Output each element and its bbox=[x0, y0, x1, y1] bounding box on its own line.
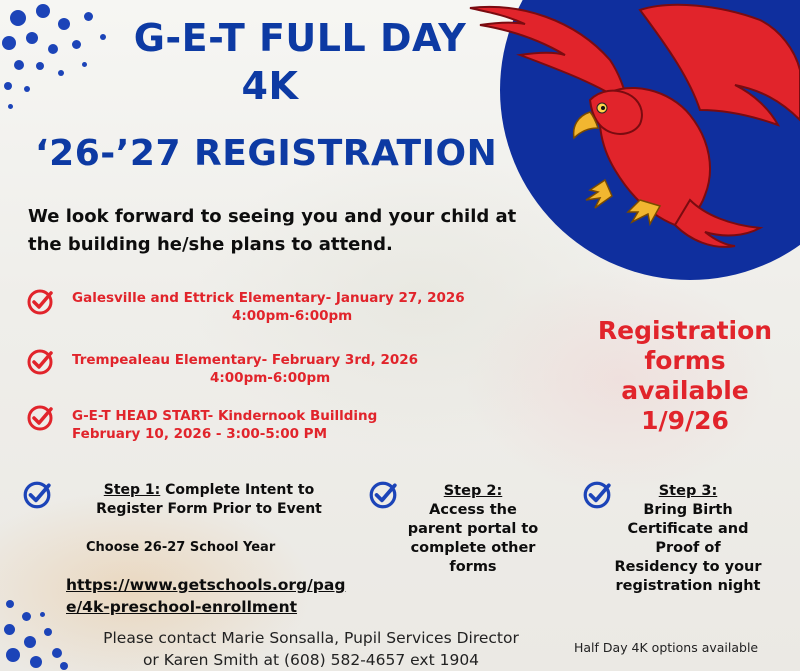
enrollment-link[interactable] bbox=[66, 574, 366, 618]
title-line-3: ‘26-’27 REGISTRATION bbox=[35, 133, 498, 174]
forms-notice-line-4: 1/9/26 bbox=[641, 406, 729, 435]
check-circle-icon bbox=[26, 288, 54, 316]
step-3-line-3: Proof of bbox=[655, 540, 721, 556]
check-circle-icon bbox=[22, 480, 52, 510]
check-circle-icon bbox=[26, 404, 54, 432]
contact-line-1: Please contact Marie Sonsalla, Pupil Services Director bbox=[103, 629, 519, 647]
event-1-line-1: Galesville and Ettrick Elementary- January 27, 2026 bbox=[72, 290, 465, 306]
forms-notice-line-3: available bbox=[621, 376, 749, 405]
step-3-heading: Step 3: bbox=[658, 483, 718, 499]
step-2-line-3: complete other bbox=[410, 540, 536, 556]
step-1-text-2: Register Form Prior to Event bbox=[96, 501, 322, 517]
step-3-line-1: Bring Birth bbox=[643, 502, 733, 518]
step-3-line-4: Residency to your bbox=[614, 559, 762, 575]
forms-notice-line-1: Registration bbox=[597, 316, 773, 345]
title-line-2: 4K bbox=[241, 64, 299, 108]
step-2 bbox=[398, 482, 548, 577]
event-2-line-2: 4:00pm-6:00pm bbox=[210, 370, 331, 386]
step-1-heading: Step 1: bbox=[103, 482, 161, 498]
half-day-note: Half Day 4K options available bbox=[574, 640, 759, 655]
intro-line-2: the building he/she plans to attend. bbox=[28, 234, 393, 255]
step-1 bbox=[64, 481, 354, 519]
intro-line-1: We look forward to seeing you and your child at bbox=[28, 206, 517, 227]
step-3 bbox=[588, 482, 788, 596]
step-2-heading: Step 2: bbox=[443, 483, 503, 499]
event-1-line-2: 4:00pm-6:00pm bbox=[232, 308, 353, 324]
step-1-text-1: Complete Intent to bbox=[160, 482, 315, 498]
step-2-line-2: parent portal to bbox=[407, 521, 539, 537]
intro-text bbox=[28, 203, 568, 259]
contact-info bbox=[66, 627, 556, 671]
title-line-1: G-E-T FULL DAY bbox=[133, 16, 467, 60]
step-3-line-2: Certificate and bbox=[627, 521, 749, 537]
check-circle-icon bbox=[26, 348, 54, 376]
enrollment-link-line-1[interactable]: https://www.getschools.org/pag bbox=[66, 576, 346, 594]
event-galesville bbox=[72, 289, 562, 325]
event-3-line-1: G-E-T HEAD START- Kindernook Buillding bbox=[72, 408, 378, 424]
forms-notice-line-2: forms bbox=[644, 346, 726, 375]
enrollment-link-line-2[interactable]: e/4k-preschool-enrollment bbox=[66, 598, 298, 616]
check-circle-icon bbox=[368, 480, 398, 510]
step-2-line-1: Access the bbox=[429, 502, 517, 518]
step-3-line-5: registration night bbox=[615, 578, 761, 594]
contact-line-2: or Karen Smith at (608) 582-4657 ext 1904 bbox=[142, 651, 480, 669]
event-head-start bbox=[72, 407, 562, 443]
step-1-school-year: Choose 26-27 School Year bbox=[86, 540, 276, 555]
event-3-line-2: February 10, 2026 - 3:00-5:00 PM bbox=[72, 426, 328, 442]
event-2-line-1: Trempealeau Elementary- February 3rd, 2026 bbox=[72, 352, 419, 368]
forms-available-notice bbox=[575, 316, 795, 436]
step-2-line-4: forms bbox=[449, 559, 497, 575]
event-trempealeau bbox=[72, 351, 562, 387]
